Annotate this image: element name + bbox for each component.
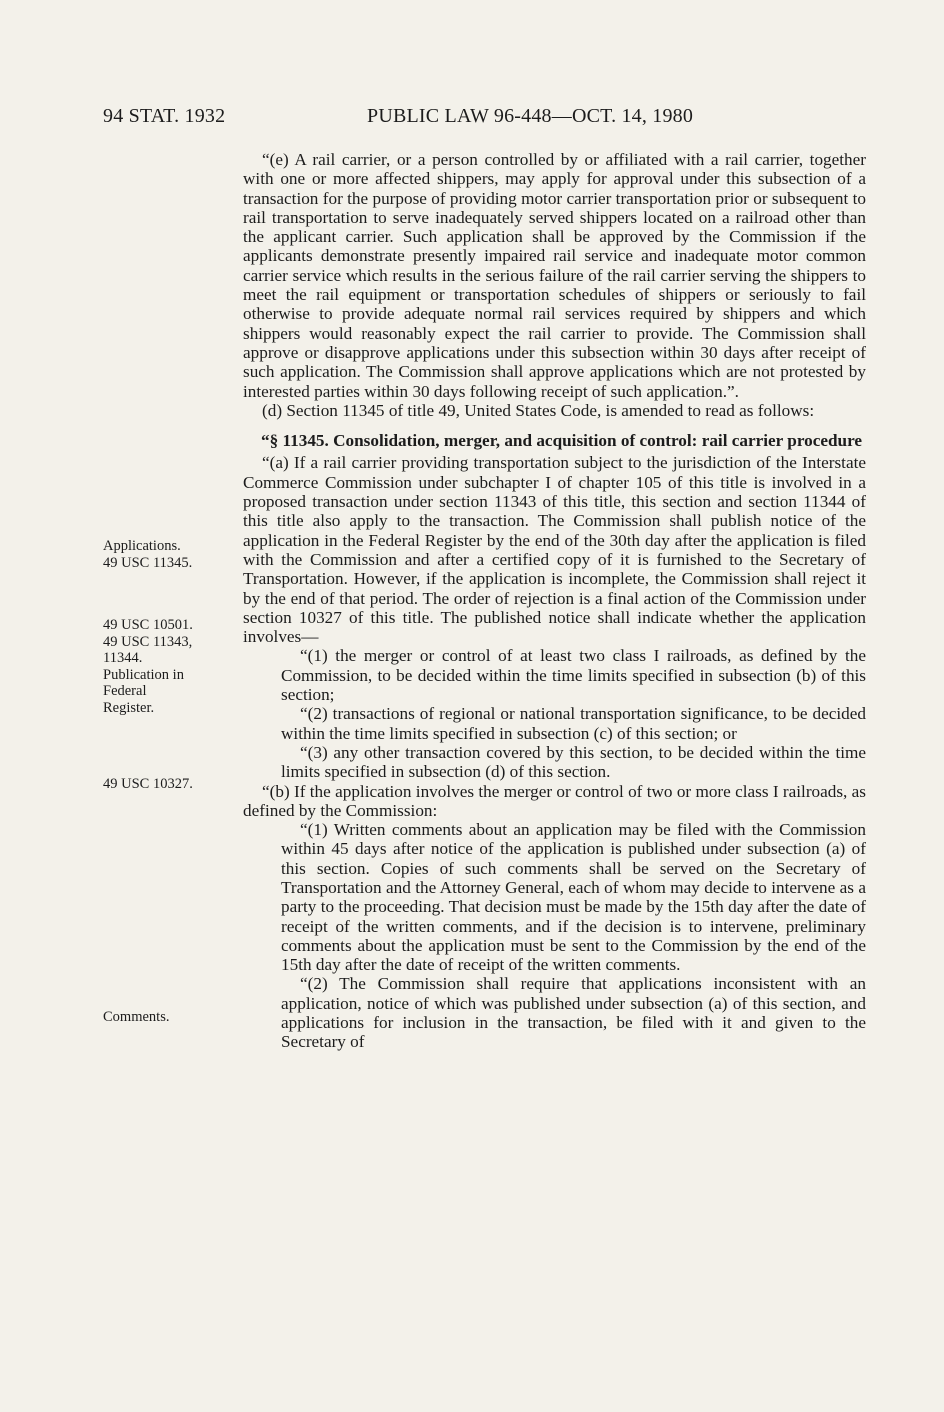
margin-note-usc-10327 xyxy=(103,776,233,793)
margin-note-usc-11343: 49 USC 11343, xyxy=(103,633,193,650)
margin-note-usc-10327-label: 49 USC 10327. xyxy=(103,776,193,792)
subsection-b-item-1: “(1) Written comments about an application may be filed with the Commission within 45 days after notice of the application is published under subsection (a) of this section. Copies of such comments shall be served on the Secretary of Transportation and the Attorney General, each of whom may decide to intervene as a party to the proceeding. That decision must be made by the 15th day after the date of receipt of the written comments, and if the decision is to intervene, preliminary comments about the application must be sent to the Commission by the end of the 15th day after the date of receipt of the written comments. xyxy=(281,820,866,975)
margin-note-comments-label: Comments. xyxy=(103,1009,170,1025)
subsection-a-item-2: “(2) transactions of regional or national transportation significance, to be decided within the time limits specified in subsection (c) of this section; or xyxy=(281,704,866,743)
paragraph-e: “(e) A rail carrier, or a person controlled by or affiliated with a rail carrier, together with one or more affected shippers, may apply for approval under this subsection of a transaction for the purpose of providing motor carrier transportation prior or subsequent to rail transportation to serve inadequately served shippers located on a railroad other than the applicant carrier. Such application shall be approved by the Commission if the applicants demonstrate presently impaired rail service and inadequate motor common carrier service which results in the serious failure of the rail carrier serving the shippers to meet the rail equipment or transportation schedules of shippers or seriously to fail otherwise to provide adequate normal rail services required by shippers and which shippers would reasonably expect the rail carrier to provide. The Commission shall approve or disapprove applications under this subsection within 30 days after receipt of such application. The Commission shall approve applications which are not protested by interested parties within 30 days following receipt of such application.”. xyxy=(243,150,866,401)
subsection-b: “(b) If the application involves the merger or control of two or more class I railroads, as defined by the Commission: xyxy=(243,781,866,820)
margin-note-applications-label: Applications. xyxy=(103,538,181,554)
stat-page-number: 94 STAT. 1932 xyxy=(103,105,226,127)
margin-note-cross-references xyxy=(103,617,233,716)
margin-note-publication-2: Federal xyxy=(103,683,147,699)
public-law-title: PUBLIC LAW 96-448—OCT. 14, 1980 xyxy=(367,105,694,127)
margin-note-usc-10501: 49 USC 10501. xyxy=(103,617,193,633)
subsection-b-item-2: “(2) The Commission shall require that applications inconsistent with an application, notice of which was published under subsection (a) of this section, and applications for inclusion in the transaction, be filed with it and given to the Secretary of xyxy=(281,974,866,1052)
subsection-a-item-1: “(1) the merger or control of at least two class I railroads, as defined by the Commission, to be decided within the time limits specified in subsection (b) of this section; xyxy=(281,646,866,705)
margin-note-comments xyxy=(103,1009,233,1026)
statute-body xyxy=(243,150,866,1052)
subsection-a: “(a) If a rail carrier providing transportation subject to the jurisdiction of the Interstate Commerce Commission under subchapter I of chapter 105 of this title is involved in a proposed transaction under section 11343 of this title, this section and section 11344 of this title also apply to the transaction. The Commission shall publish notice of the application in the Federal Register by the end of the 30th day after the application is filed with the Commission and after a certified copy of it is furnished to the Secretary of Transportation. However, if the application is incomplete, the Commission shall reject it by the end of that period. The order of rejection is a final action of the Commission under section 10327 of this title. The published notice shall indicate whether the application involves— xyxy=(243,453,866,647)
margin-note-publication-3: Register. xyxy=(103,699,155,716)
margin-note-usc-11344: 11344. xyxy=(103,650,143,666)
section-11345-heading: “§ 11345. Consolidation, merger, and acquisition of control: rail carrier procedure xyxy=(261,431,863,451)
margin-note-applications xyxy=(103,538,233,571)
margin-note-publication-1: Publication in xyxy=(103,666,184,683)
paragraph-d: (d) Section 11345 of title 49, United States Code, is amended to read as follows: xyxy=(262,400,815,420)
subsection-a-item-3: “(3) any other transaction covered by this section, to be decided within the time limits specified in subsection (d) of this section. xyxy=(281,742,866,782)
margin-note-applications-usc: 49 USC 11345. xyxy=(103,554,193,571)
